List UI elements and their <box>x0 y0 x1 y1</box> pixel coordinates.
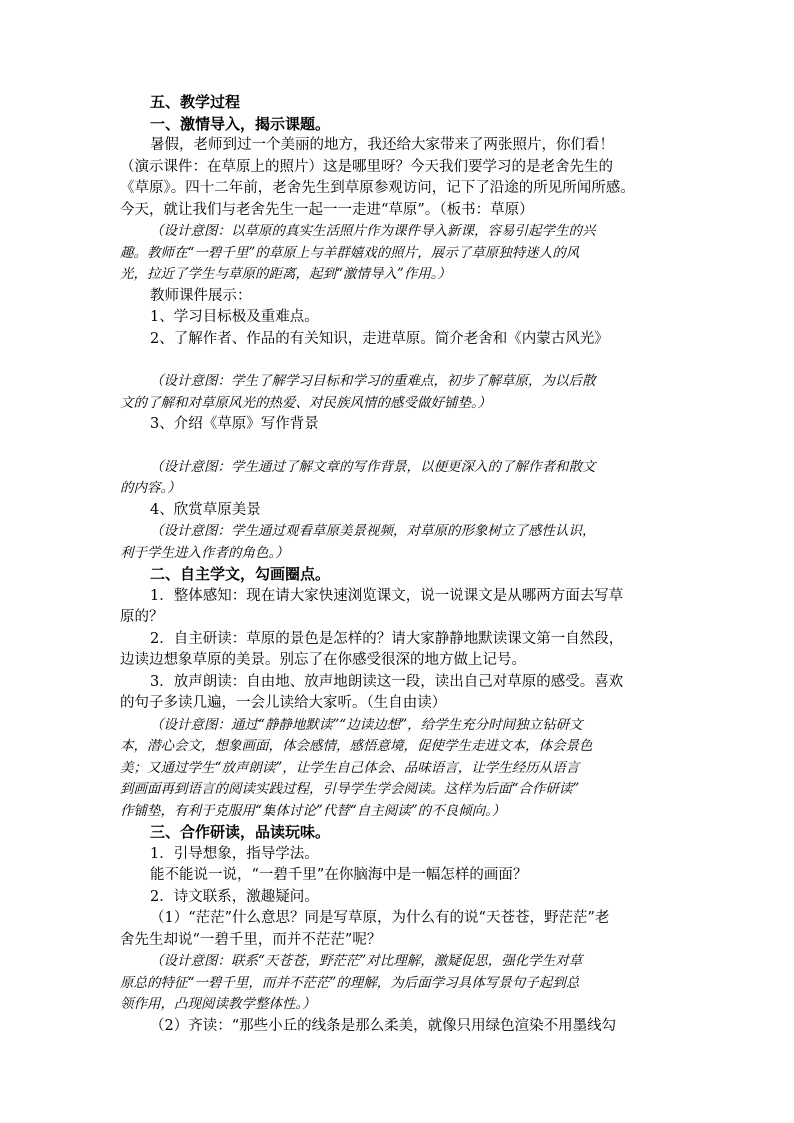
design-note-line: （设计意图：学生了解学习目标和学习的重难点，初步了解草原，为以后散 <box>150 373 596 389</box>
blank-line <box>120 350 680 371</box>
design-note-line: 文的了解和对草原风光的热爱、对民族风情的感受做好铺垫。） <box>120 394 492 411</box>
text-line: 2、了解作者、作品的有关知识，走进草原。简介老舍和《内蒙古风光》 <box>150 330 609 347</box>
section-heading: 二、自主学文，勾画圈点。 <box>150 565 331 583</box>
design-note-line: 的内容。） <box>120 480 181 496</box>
text-line: 2．自主研读：草原的景色是怎样的？请大家静静地默读课文第一自然段， <box>150 630 624 647</box>
design-note-line: 趣。教师在“一碧千里”的草原上与羊群嬉戏的照片，展示了草原独特迷人的风 <box>120 244 580 261</box>
design-note-line: （设计意图：联系“天苍苍，野茫茫”对比理解，激疑促思，强化学生对草 <box>150 953 583 969</box>
text-line: 的句子多读几遍，一会儿读给大家听。（生自由读） <box>120 695 447 711</box>
section-heading: 三、合作研读，品读玩味。 <box>150 823 331 841</box>
design-note-line: （设计意图：通过“静静地默读”“边读边想”，给学生充分时间独立钻研文 <box>150 716 583 733</box>
section-heading: 五、教学过程 <box>150 93 241 111</box>
text-line: 原的？ <box>120 609 164 625</box>
design-note-line: 本，潜心会文，想象画面，体会感情，感悟意境，促使学生走进文本，体会景色 <box>120 738 593 754</box>
text-line: 1．引导想象，指导学法。 <box>150 845 319 862</box>
text-line: 《草原》。四十二年前，老舍先生到草原参观访问，记下了沿途的所见所闻所感。 <box>120 180 635 196</box>
text-line: 1．整体感知：现在请大家快速浏览课文，说一说课文是从哪两方面去写草 <box>150 587 624 604</box>
document-page <box>120 92 680 1037</box>
blank-line <box>120 436 680 457</box>
design-note-line: （设计意图：以草原的真实生活照片作为课件导入新课，容易引起学生的兴 <box>150 223 596 239</box>
section-heading: 一、激情导入，揭示课题。 <box>150 114 331 133</box>
design-note-line: 光，拉近了学生与草原的距离，起到“激情导入”作用。） <box>120 266 452 282</box>
text-line: （演示课件：在草原上的照片）这是哪里呀？今天我们要学习的是老舍先生的 <box>120 158 613 175</box>
design-note-line: 美；又通过学生“放声朗读”，让学生自己体会、品味语言，让学生经历从语言 <box>120 759 580 776</box>
text-line: 2．诗文联系，激趣疑问。 <box>150 888 319 905</box>
text-line: 今天，就让我们与老舍先生一起一一走进“草原”。（板书：草原） <box>120 201 534 218</box>
design-note-line: 原总的特征“一碧千里，而并不茫茫”的理解，为后面学习具体写景句子起到总 <box>120 974 580 991</box>
text-line: 1、学习目标极及重难点。 <box>150 309 319 325</box>
text-line: 能不能说一说，“一碧千里”在你脑海中是一幅怎样的画面？ <box>150 867 528 883</box>
text-line: （1）“茫茫”什么意思？同是写草原，为什么有的说“天苍苍，野茫茫”老 <box>150 910 610 926</box>
text-line: 暑假，老师到过一个美丽的地方，我还给大家带来了两张照片，你们看！ <box>150 137 614 153</box>
text-line: （2）齐读：“那些小丘的线条是那么柔美，就像只用绿色渲染不用墨线勾 <box>150 1017 617 1034</box>
text-line: 4、欣赏草原美景 <box>150 501 261 518</box>
design-note-line: 作铺垫，有利于克服用“集体讨论”代替“自主阅读”的不良倾向。） <box>120 802 506 819</box>
design-note-line: 领作用，凸现阅读教学整体性。） <box>120 996 316 1012</box>
text-line: 3．放声朗读：自由地、放声地朗读这一段，读出自己对草原的感受。喜欢 <box>150 673 624 690</box>
design-note-line: （设计意图：学生通过了解文章的写作背景，以便更深入的了解作者和散文 <box>150 458 596 475</box>
design-note-line: 利于学生进入作者的角色。） <box>120 544 289 561</box>
text-line: 舍先生却说“一碧千里，而并不茫茫”呢？ <box>120 931 382 948</box>
text-line: 3、介绍《草原》写作背景 <box>150 416 319 432</box>
design-note-line: 到画面再到语言的阅读实践过程，引导学生学会阅读。这样为后面“合作研读” <box>120 781 580 797</box>
design-note-line: （设计意图：学生通过观看草原美景视频，对草原的形象树立了感性认识， <box>150 523 596 539</box>
text-line: 教师课件展示： <box>150 287 252 304</box>
text-line: 边读边想象草原的美景。别忘了在你感受很深的地方做上记号。 <box>120 652 526 668</box>
